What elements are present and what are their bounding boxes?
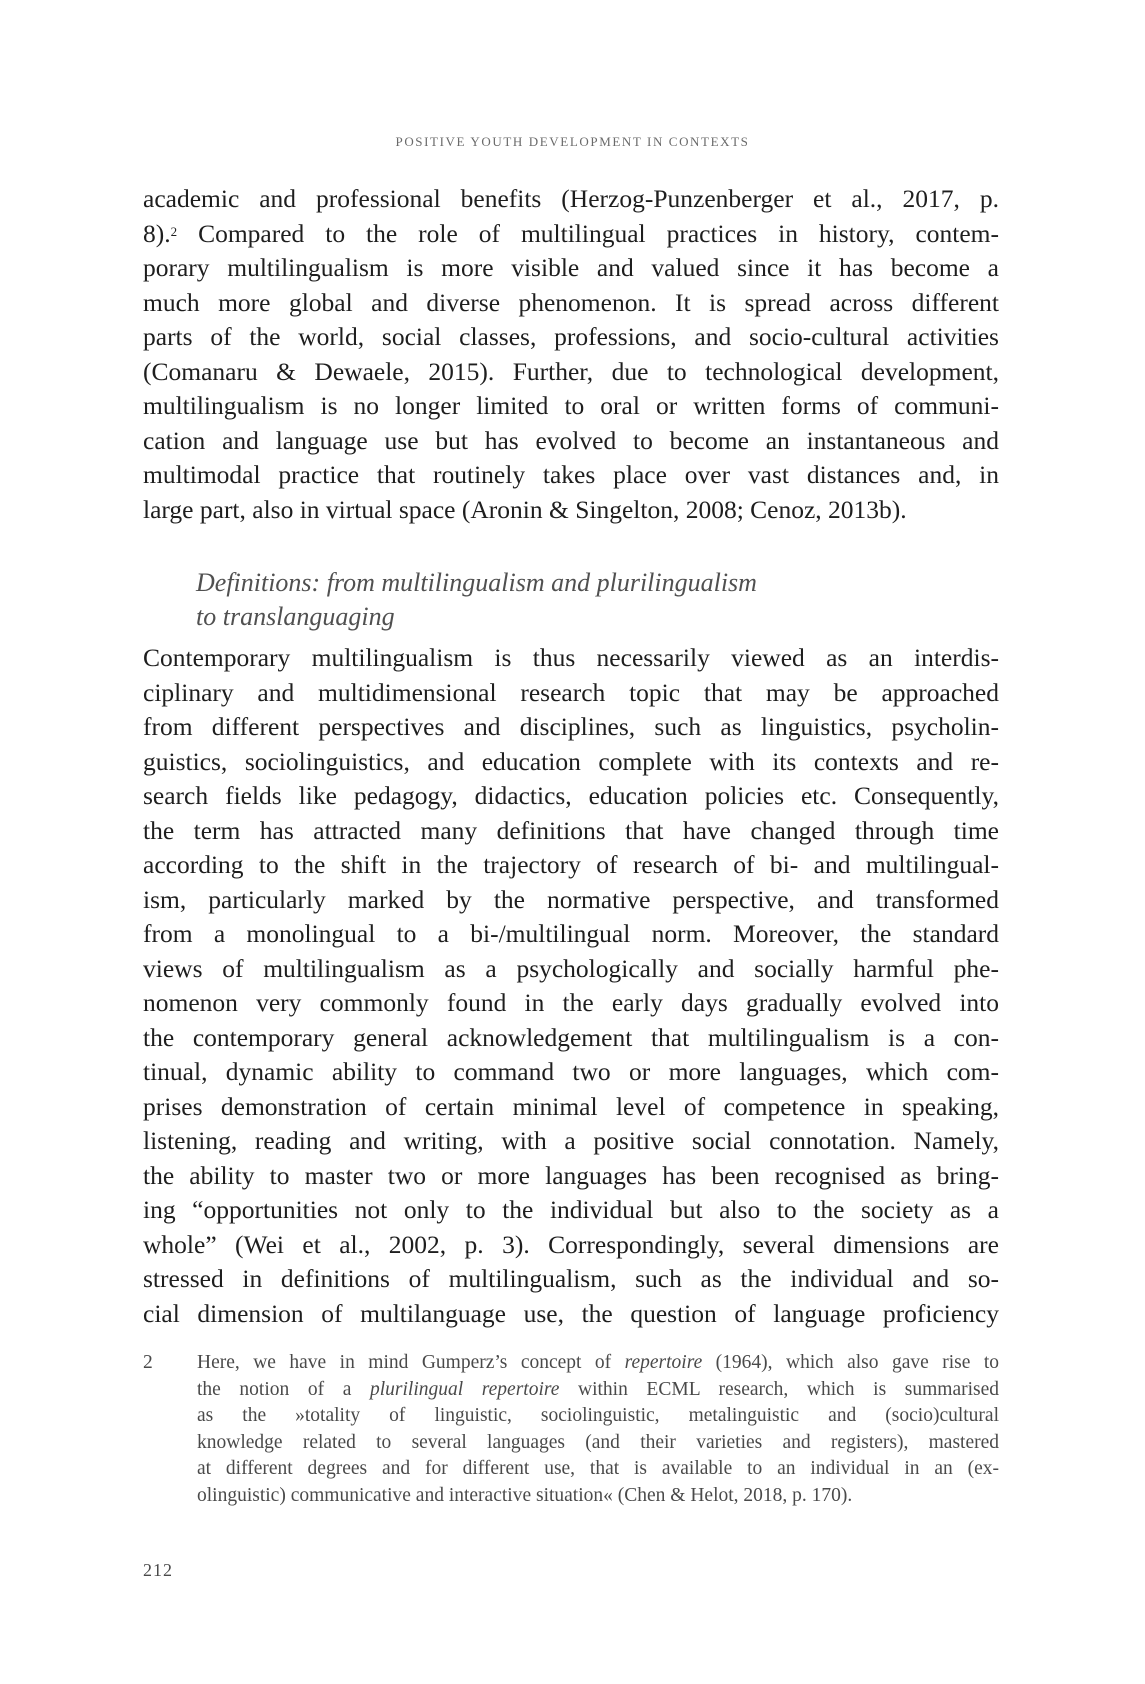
text-line: from different perspectives and disciplines, such as linguistics, psycholin- [143,712,999,741]
text-line: ing “opportunities not only to the individual but also to the society as a [143,1195,999,1224]
text-line: ism, particularly marked by the normative perspective, and transformed [143,884,999,914]
body-paragraph-1 [143,182,999,527]
heading-line: to translanguaging [196,602,395,631]
body-paragraph-2 [143,641,999,1331]
footnote-text [197,1350,999,1509]
text-line: tinual, dynamic ability to command two or more languages, which com- [143,1057,999,1086]
section-heading [196,566,956,634]
text-line: prises demonstration of certain minimal level of competence in speaking, [143,1091,999,1121]
emphasis: plurilingual repertoire [369,1378,560,1400]
text-line: cial dimension of multilanguage use, the question of language proficiency [143,1298,999,1328]
text-line: Contemporary multilingualism is thus necessarily viewed as an interdis- [143,643,999,672]
footnote-line: olinguistic) communicative and interactive situation« (Chen & Helot, 2018, p. 170). [197,1484,853,1506]
footnote-number: 2 [143,1352,153,1373]
footnote-line: knowledge related to several languages (and their varieties and registers), mastered [197,1431,999,1453]
text-line: according to the shift in the trajectory of research of bi- and multilingual- [143,850,999,879]
text-line: the term has attracted many definitions that have changed through time [143,815,999,845]
text-line: ciplinary and multidimensional research topic that may be approached [143,677,999,707]
footnote-line: the notion of a plurilingual repertoire within ECML research, which is summarised [197,1378,1000,1400]
text-line: guistics, sociolinguistics, and education complete with its contexts and re- [143,746,999,776]
text-line: much more global and diverse phenomenon. It is spread across different [143,287,999,317]
text-line: cation and language use but has evolved to become an instantaneous and [143,425,999,455]
text-line: (Comanaru & Dewaele, 2015). Further, due to technological development, [143,356,999,386]
text-line: multilingualism is no longer limited to oral or written forms of communi- [143,391,999,420]
footnote-line: as the »totality of linguistic, sociolinguistic, metalinguistic and (socio)cultural [197,1405,999,1426]
footnote-reference[interactable]: 2 [170,223,178,239]
footnote-line: at different degrees and for different use, that is available to an individual in an (ex- [197,1458,999,1479]
text-line: porary multilingualism is more visible and valued since it has become a [143,253,999,282]
text-line: from a monolingual to a bi-/multilingual norm. Moreover, the standard [143,919,999,948]
text-line: large part, also in virtual space (Aronin & Singelton, 2008; Cenoz, 2013b). [143,494,907,524]
text-line: the contemporary general acknowledgement that multilingualism is a con- [143,1022,999,1052]
text-line: listening, reading and writing, with a positive social connotation. Namely, [143,1126,999,1155]
text-line: parts of the world, social classes, professions, and socio-cultural activities [143,322,999,351]
page-number: 212 [143,1560,173,1580]
text-line: views of multilingualism as a psychologically and socially harmful phe- [143,953,999,983]
text-line: stressed in definitions of multilingualism, such as the individual and so- [143,1264,999,1293]
footnote-line: Here, we have in mind Gumperz’s concept of repertoire (1964), which also gave rise to [197,1352,1000,1373]
text-line: search fields like pedagogy, didactics, education policies etc. Consequently, [143,781,999,810]
text-line: whole” (Wei et al., 2002, p. 3). Correspondingly, several dimensions are [143,1229,999,1259]
text-line: multimodal practice that routinely takes place over vast distances and, in [143,460,999,489]
running-head: POSITIVE YOUTH DEVELOPMENT IN CONTEXTS [395,134,750,149]
heading-line: Definitions: from multilingualism and plurilingualism [196,568,757,597]
text-line: nomenon very commonly found in the early days gradually evolved into [143,988,999,1017]
text-line: the ability to master two or more languages has been recognised as bring- [143,1160,999,1190]
text-line: academic and professional benefits (Herzog-Punzenberger et al., 2017, p. [143,184,999,213]
text-line: 8).$^2$ Compared to the role of multilingual practices in history, contem- [143,218,999,248]
emphasis: repertoire [624,1352,703,1373]
